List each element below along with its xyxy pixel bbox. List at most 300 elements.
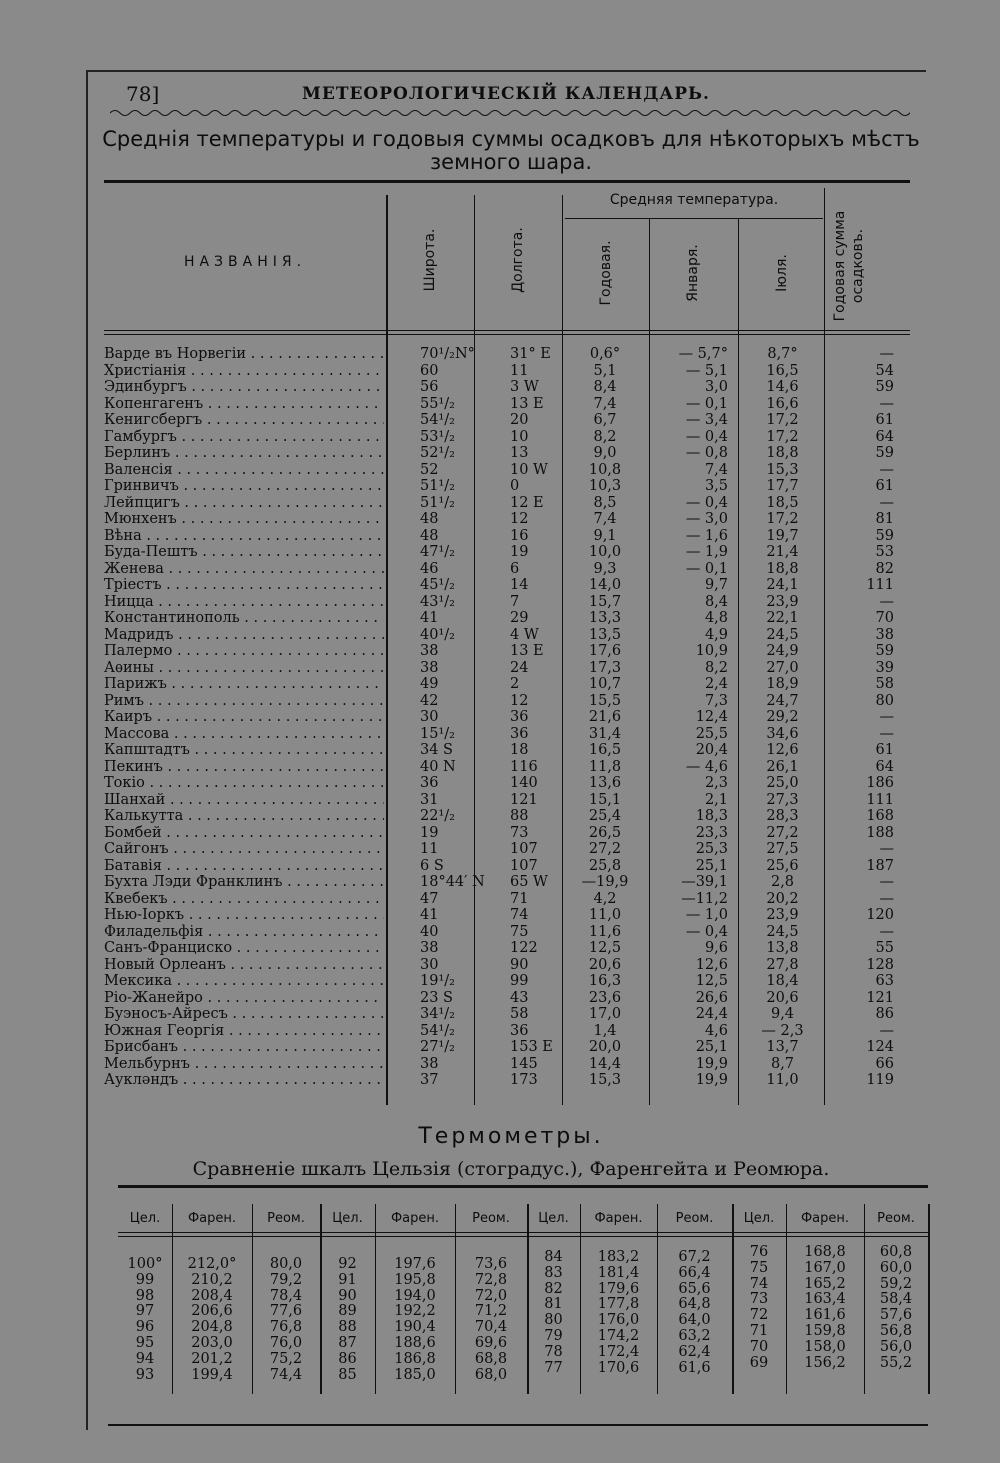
- place-lat: 47: [420, 890, 439, 907]
- place-lat: 18°44′ N: [420, 874, 485, 890]
- place-name: Мюнхенъ . . .: [104, 511, 384, 528]
- place-year: 9,3: [593, 560, 617, 577]
- place-jan: — 3,4: [685, 412, 728, 428]
- place-lon: 12 E: [510, 494, 544, 511]
- place-lat: 48: [420, 511, 439, 527]
- place-jan: 23,3: [695, 824, 728, 841]
- place-jul: 34,6: [766, 725, 799, 742]
- place-name: Гамбургъ . . .: [104, 429, 384, 446]
- place-precip: 39: [875, 659, 894, 676]
- place-year: 21,6: [588, 709, 622, 725]
- place-lon: 24: [510, 659, 529, 676]
- therm-col-header: Фарен.: [800, 1211, 850, 1226]
- place-lat: 15¹/₂: [420, 725, 455, 742]
- place-lon: 7: [510, 593, 520, 610]
- place-year: 15,7: [588, 593, 622, 610]
- place-year: 13,6: [588, 775, 622, 791]
- place-jan: 7,3: [704, 692, 728, 709]
- place-jan: 10,9: [695, 643, 728, 659]
- place-year: 14,4: [588, 1055, 622, 1072]
- place-jan: — 1,6: [685, 527, 728, 544]
- place-jan: 25,3: [695, 841, 728, 857]
- therm-col-header: Цел.: [332, 1211, 363, 1226]
- place-name: Христіанія . . .: [104, 363, 384, 380]
- place-lat: 30: [420, 709, 439, 725]
- place-name: Квебекъ . . .: [104, 891, 384, 908]
- place-lat: 56: [420, 379, 439, 395]
- place-lon: 3 W: [510, 379, 539, 395]
- place-lon: 99: [510, 973, 529, 989]
- place-precip: 66: [875, 1055, 894, 1072]
- place-lon: 122: [510, 940, 538, 956]
- place-jul: 24,5: [766, 923, 799, 940]
- place-lat: 49: [420, 676, 439, 692]
- place-lon: 36: [510, 725, 529, 742]
- place-precip: 168: [866, 808, 894, 824]
- wavy-rule: [110, 106, 910, 120]
- place-jan: 8,4: [704, 593, 728, 610]
- place-jan: — 5,1: [685, 362, 728, 379]
- thermometers-subtitle: Сравненіе шкалъ Цельзія (стоградус.), Фаренгейта и Реомюра.: [192, 1158, 830, 1180]
- place-jan: 4,9: [704, 626, 728, 643]
- place-lon: 12: [510, 511, 529, 527]
- place-lon: 16: [510, 527, 529, 544]
- place-jul: 24,5: [766, 626, 799, 643]
- place-name: Валенсія . . .: [104, 462, 384, 479]
- therm-head-rule-1: [118, 1232, 928, 1233]
- place-precip: 187: [866, 857, 894, 874]
- thermometers-title: Термометры.: [418, 1124, 604, 1149]
- place-name: Бомбей . . .: [104, 825, 384, 842]
- place-lat: 23 S: [420, 989, 453, 1006]
- place-lon: 20: [510, 412, 529, 428]
- place-jul: 12,6: [766, 742, 799, 758]
- place-year: 31,4: [588, 725, 622, 742]
- place-lon: 10 W: [510, 461, 548, 478]
- place-precip: 86: [875, 1006, 894, 1022]
- place-year: 10,3: [588, 478, 622, 494]
- therm-reo-values: 73,6 72,8 72,0 71,2 70,4 69,6 68,8 68,0: [474, 1256, 508, 1383]
- therm-col-header: Цел.: [129, 1211, 161, 1226]
- place-year: 1,4: [593, 1022, 617, 1039]
- place-name: Шанхай . . .: [104, 792, 384, 809]
- place-precip: 111: [866, 791, 894, 808]
- place-name: Варде въ Норвегіи . . .: [104, 346, 384, 363]
- place-jul: — 2,3: [761, 1022, 804, 1039]
- place-lon: 73: [510, 824, 529, 841]
- therm-col-header: Реом.: [267, 1211, 305, 1226]
- place-lat: 43¹/₂: [420, 593, 455, 610]
- place-year: 26,5: [588, 824, 622, 841]
- place-lat: 22¹/₂: [420, 808, 455, 824]
- place-precip: —: [879, 841, 894, 857]
- place-year: 0,6°: [589, 346, 621, 362]
- place-name: Нью-Іоркъ . . .: [104, 907, 384, 924]
- place-lat: 30: [420, 956, 439, 973]
- place-year: 8,2: [593, 428, 617, 445]
- place-jul: 17,2: [766, 511, 799, 527]
- place-jan: — 0,4: [685, 494, 728, 511]
- col-head-mean-temp: Средняя температура.: [609, 192, 779, 208]
- place-lon: 11: [510, 362, 529, 379]
- place-jul: 25,6: [766, 857, 799, 874]
- place-lon: 13 E: [510, 643, 544, 659]
- place-year: 17,3: [588, 659, 622, 676]
- place-jul: 24,7: [766, 692, 799, 709]
- place-jan: 19,9: [695, 1055, 728, 1072]
- place-name: Парижъ . . .: [104, 676, 384, 693]
- place-jul: 17,2: [766, 428, 799, 445]
- place-year: 17,0: [588, 1006, 622, 1022]
- place-lat: 51¹/₂: [420, 478, 455, 494]
- place-lat: 38: [420, 643, 439, 659]
- place-lon: 140: [510, 775, 538, 791]
- place-lat: 45¹/₂: [420, 577, 455, 593]
- place-lon: 75: [510, 923, 529, 940]
- place-jul: 17,7: [766, 478, 799, 494]
- place-jul: 27,0: [766, 659, 799, 676]
- place-precip: 53: [875, 544, 894, 560]
- place-name: Буэносъ-Айресъ . . .: [104, 1006, 384, 1023]
- place-precip: —: [879, 494, 894, 511]
- therm-far-values: 197,6 195,8 194,0 192,2 190,4 188,6 186,8 185,0: [394, 1256, 436, 1383]
- place-lon: 29: [510, 610, 529, 626]
- place-lat: 40¹/₂: [420, 626, 455, 643]
- place-lat: 6 S: [420, 857, 444, 874]
- place-name: Брисбанъ . . .: [104, 1039, 384, 1056]
- place-precip: —: [879, 923, 894, 940]
- place-year: 8,4: [593, 379, 617, 395]
- place-jul: 11,0: [766, 1072, 799, 1088]
- place-year: 16,3: [588, 973, 622, 989]
- place-year: 14,0: [588, 577, 622, 593]
- place-name: Новый Орлеанъ . . .: [104, 957, 384, 974]
- place-jul: 20,2: [766, 890, 799, 907]
- place-name: Мексика . . .: [104, 973, 384, 990]
- therm-reo-values: 80,0 79,2 78,4 77,6 76,8 76,0 75,2 74,4: [269, 1256, 303, 1383]
- place-name: Тріестъ . . .: [104, 577, 384, 594]
- place-jan: — 4,6: [685, 758, 728, 775]
- place-name: Кенигсбергъ . . .: [104, 412, 384, 429]
- place-name: Южная Георгія . . .: [104, 1023, 384, 1040]
- col-head-lat: Широта.: [422, 228, 438, 292]
- place-precip: 61: [875, 412, 894, 428]
- place-jan: 2,1: [704, 791, 728, 808]
- place-jan: 25,5: [695, 725, 728, 742]
- place-name: Мадридъ . . .: [104, 627, 384, 644]
- place-jul: 13,8: [766, 940, 799, 956]
- place-lat: 34¹/₂: [420, 1006, 455, 1022]
- therm-col-header: Фарен.: [594, 1211, 643, 1226]
- place-lon: 107: [510, 841, 538, 857]
- place-precip: —: [879, 874, 894, 890]
- place-year: 4,2: [593, 890, 617, 907]
- therm-cel-values: 100° 99 98 97 96 95 94 93: [127, 1256, 163, 1383]
- place-jul: 18,5: [766, 494, 799, 511]
- place-jul: 27,2: [766, 824, 799, 841]
- place-lon: 90: [510, 956, 529, 973]
- place-jan: 26,6: [695, 989, 728, 1006]
- place-precip: 59: [875, 379, 894, 395]
- place-precip: 188: [866, 824, 894, 841]
- place-jul: 27,8: [766, 956, 799, 973]
- place-jul: 8,7: [770, 1055, 795, 1072]
- place-lat: 38: [420, 1055, 439, 1072]
- place-name: Вѣна . . .: [104, 528, 384, 545]
- place-jan: 4,8: [704, 610, 728, 626]
- place-year: 5,1: [593, 362, 617, 379]
- place-jul: 24,9: [766, 643, 799, 659]
- place-precip: 61: [875, 478, 894, 494]
- place-precip: —: [879, 1022, 894, 1039]
- place-lat: 38: [420, 659, 439, 676]
- running-title: МЕТЕОРОЛОГИЧЕСКІЙ КАЛЕНДАРЬ.: [302, 84, 710, 104]
- place-year: 25,8: [588, 857, 622, 874]
- place-precip: —: [879, 593, 894, 610]
- place-precip: 54: [875, 362, 894, 379]
- place-jan: — 0,8: [685, 445, 728, 461]
- place-jan: — 5,7°: [678, 346, 728, 362]
- place-precip: 59: [875, 643, 894, 659]
- place-precip: 64: [875, 758, 894, 775]
- place-jul: 25,0: [766, 775, 799, 791]
- place-jan: 9,6: [704, 940, 728, 956]
- place-name: Ріо-Жанейро . . .: [104, 990, 384, 1007]
- col-divider-jan: [738, 218, 739, 1105]
- place-jul: 15,3: [766, 461, 799, 478]
- place-lat: 42: [420, 692, 439, 709]
- place-year: 16,5: [588, 742, 622, 758]
- place-name: Берлинъ . . .: [104, 445, 384, 462]
- place-jan: 19,9: [695, 1072, 728, 1088]
- place-jan: 12,4: [695, 709, 728, 725]
- place-year: 10,0: [588, 544, 622, 560]
- place-jul: 16,5: [766, 362, 799, 379]
- therm-cel-values: 76 75 74 73 72 71 70 69: [749, 1244, 769, 1371]
- place-name: Массова . . .: [104, 726, 384, 743]
- therm-col-header: Фарен.: [390, 1211, 440, 1226]
- place-lat: 11: [420, 841, 439, 857]
- place-lat: 19: [420, 824, 439, 841]
- place-name: Филадельфія . . .: [104, 924, 384, 941]
- place-year: 25,4: [588, 808, 622, 824]
- place-precip: 38: [875, 626, 894, 643]
- place-precip: 59: [875, 527, 894, 544]
- place-lon: 18: [510, 742, 529, 758]
- place-lon: 74: [510, 907, 529, 923]
- page-number: 78]: [126, 82, 160, 106]
- place-year: 20,0: [588, 1039, 622, 1055]
- place-precip: 80: [875, 692, 894, 709]
- place-jul: 8,7°: [767, 346, 798, 362]
- place-jul: 14,6: [766, 379, 799, 395]
- therm-far-values: 168,8 167,0 165,2 163,4 161,6 159,8 158,0 156,2: [804, 1244, 846, 1371]
- place-jul: 27,5: [766, 841, 799, 857]
- place-name: Батавія . . .: [104, 858, 384, 875]
- place-name: Аѳины . . .: [104, 660, 384, 677]
- place-lon: 88: [510, 808, 529, 824]
- place-jul: 27,3: [766, 791, 799, 808]
- place-jan: — 0,1: [685, 395, 728, 412]
- place-year: 12,5: [588, 940, 622, 956]
- place-lon: 43: [510, 989, 529, 1006]
- place-name: Копенгагенъ . . .: [104, 396, 384, 413]
- place-lat: 54¹/₂: [420, 412, 455, 428]
- place-name: Аукләндъ . . .: [104, 1072, 384, 1089]
- place-year: 6,7: [593, 412, 617, 428]
- place-lat: 37: [420, 1072, 439, 1088]
- place-lon: 19: [510, 544, 529, 560]
- therm-col-header: Цел.: [743, 1211, 775, 1226]
- col-head-jan: Января.: [685, 244, 701, 302]
- place-name: Токіо . . .: [104, 775, 384, 792]
- place-jan: 7,4: [704, 461, 728, 478]
- place-lon: 31° E: [510, 346, 551, 362]
- col-head-lon: Долгота.: [510, 227, 526, 293]
- place-name: Константинополь . . .: [104, 610, 384, 627]
- place-lon: 71: [510, 890, 529, 907]
- place-year: 10,7: [588, 676, 622, 692]
- place-year: 13,5: [588, 626, 622, 643]
- therm-reo-values: 60,8 60,0 59,2 58,4 57,6 56,8 56,0 55,2: [879, 1244, 913, 1371]
- place-year: 10,8: [588, 461, 622, 478]
- place-year: 17,6: [588, 643, 622, 659]
- place-jan: 4,6: [704, 1022, 728, 1039]
- place-jan: 18,3: [695, 808, 728, 824]
- place-lat: 19¹/₂: [420, 973, 455, 989]
- place-name: Пекинъ . . .: [104, 759, 384, 776]
- place-name: Мельбурнъ . . .: [104, 1056, 384, 1073]
- place-precip: —: [879, 461, 894, 478]
- place-jan: 9,7: [704, 577, 728, 593]
- place-precip: 70: [875, 610, 894, 626]
- place-lat: 41: [420, 610, 439, 626]
- place-jan: — 0,1: [685, 560, 728, 577]
- place-lon: 107: [510, 857, 538, 874]
- place-precip: 111: [866, 577, 894, 593]
- title-rule: [104, 180, 910, 183]
- place-precip: 61: [875, 742, 894, 758]
- place-lon: 173: [510, 1072, 538, 1088]
- place-name: Женева . . .: [104, 561, 384, 578]
- therm-col-header: Реом.: [877, 1211, 915, 1226]
- place-year: 15,1: [588, 791, 622, 808]
- place-year: 11,8: [588, 758, 622, 775]
- place-year: 11,0: [588, 907, 622, 923]
- place-precip: 55: [875, 940, 894, 956]
- place-lat: 53¹/₂: [420, 428, 455, 445]
- place-lat: 47¹/₂: [420, 544, 455, 560]
- place-jan: 20,4: [695, 742, 728, 758]
- place-name: Гринвичъ . . .: [104, 478, 384, 495]
- place-jul: 28,3: [766, 808, 799, 824]
- place-lon: 13: [510, 445, 529, 461]
- place-jul: 24,1: [766, 577, 799, 593]
- place-jul: 18,8: [766, 445, 799, 461]
- place-lat: 27¹/₂: [420, 1039, 455, 1055]
- place-jul: 20,6: [766, 989, 799, 1006]
- place-lon: 13 E: [510, 395, 544, 412]
- place-jul: 18,4: [766, 973, 799, 989]
- place-precip: 81: [875, 511, 894, 527]
- place-jan: 12,5: [695, 973, 728, 989]
- place-precip: 120: [866, 907, 894, 923]
- col-head-precip: Годовая сумма осадковъ.: [832, 210, 866, 322]
- place-precip: 121: [866, 989, 894, 1006]
- place-jan: 2,4: [704, 676, 728, 692]
- place-lon: 2: [510, 676, 520, 692]
- place-lat: 31: [420, 791, 439, 808]
- place-jan: 3,5: [704, 478, 728, 494]
- place-jan: 24,4: [695, 1006, 728, 1022]
- place-lon: 153 E: [510, 1039, 553, 1055]
- place-lat: 52¹/₂: [420, 445, 455, 461]
- place-name: Сайгонъ . . .: [104, 841, 384, 858]
- place-year: 15,3: [588, 1072, 622, 1088]
- place-precip: 63: [875, 973, 894, 989]
- place-jul: 16,6: [766, 395, 799, 412]
- place-lat: 60: [420, 362, 439, 379]
- therm-head-rule-2: [118, 1236, 928, 1237]
- place-year: 8,5: [593, 494, 617, 511]
- place-jul: 9,4: [770, 1006, 795, 1022]
- place-jul: 2,8: [770, 874, 795, 890]
- place-jan: — 0,4: [685, 923, 728, 940]
- place-name: Ницца . . .: [104, 594, 384, 611]
- place-name: Палермо . . .: [104, 643, 384, 660]
- place-year: 7,4: [593, 395, 617, 412]
- place-name: Капштадтъ . . .: [104, 742, 384, 759]
- place-lon: 36: [510, 1022, 529, 1039]
- place-lon: 145: [510, 1055, 538, 1072]
- therm-col-header: Реом.: [472, 1211, 510, 1226]
- therm-col-header: Цел.: [538, 1211, 569, 1226]
- place-year: 13,3: [588, 610, 622, 626]
- place-lon: 116: [510, 758, 538, 775]
- place-lat: 54¹/₂: [420, 1022, 455, 1039]
- place-lon: 36: [510, 709, 529, 725]
- place-name: Римъ . . .: [104, 693, 384, 710]
- place-jul: 13,7: [766, 1039, 799, 1055]
- place-jul: 18,8: [766, 560, 799, 577]
- place-year: —19,9: [581, 874, 629, 890]
- place-name: Лейпцигъ . . .: [104, 495, 384, 512]
- place-precip: —: [879, 725, 894, 742]
- place-jan: — 1,9: [685, 544, 728, 560]
- place-year: 11,6: [588, 923, 622, 940]
- place-jul: 19,7: [766, 527, 799, 544]
- therm-far-values: 183,2 181,4 179,6 177,8 176,0 174,2 172,4 170,6: [597, 1249, 640, 1376]
- place-jan: 3,0: [704, 379, 728, 395]
- col-head-jul: Іюля.: [774, 254, 790, 292]
- therm-col-header: Реом.: [675, 1211, 714, 1226]
- therm-col-header: Фарен.: [187, 1211, 237, 1226]
- place-jul: 23,9: [766, 907, 799, 923]
- place-year: 9,1: [593, 527, 617, 544]
- place-jul: 21,4: [766, 544, 799, 560]
- place-jan: —39,1: [681, 874, 728, 890]
- place-year: 9,0: [593, 445, 617, 461]
- place-lon: 4 W: [510, 626, 539, 643]
- place-lat: 46: [420, 560, 439, 577]
- place-precip: 186: [866, 775, 894, 791]
- place-precip: 119: [866, 1072, 894, 1088]
- col-divider-names: [386, 195, 388, 1105]
- place-precip: 128: [866, 956, 894, 973]
- therm-top-rule: [118, 1185, 928, 1188]
- place-lat: 38: [420, 940, 439, 956]
- place-jan: —11,2: [681, 890, 728, 907]
